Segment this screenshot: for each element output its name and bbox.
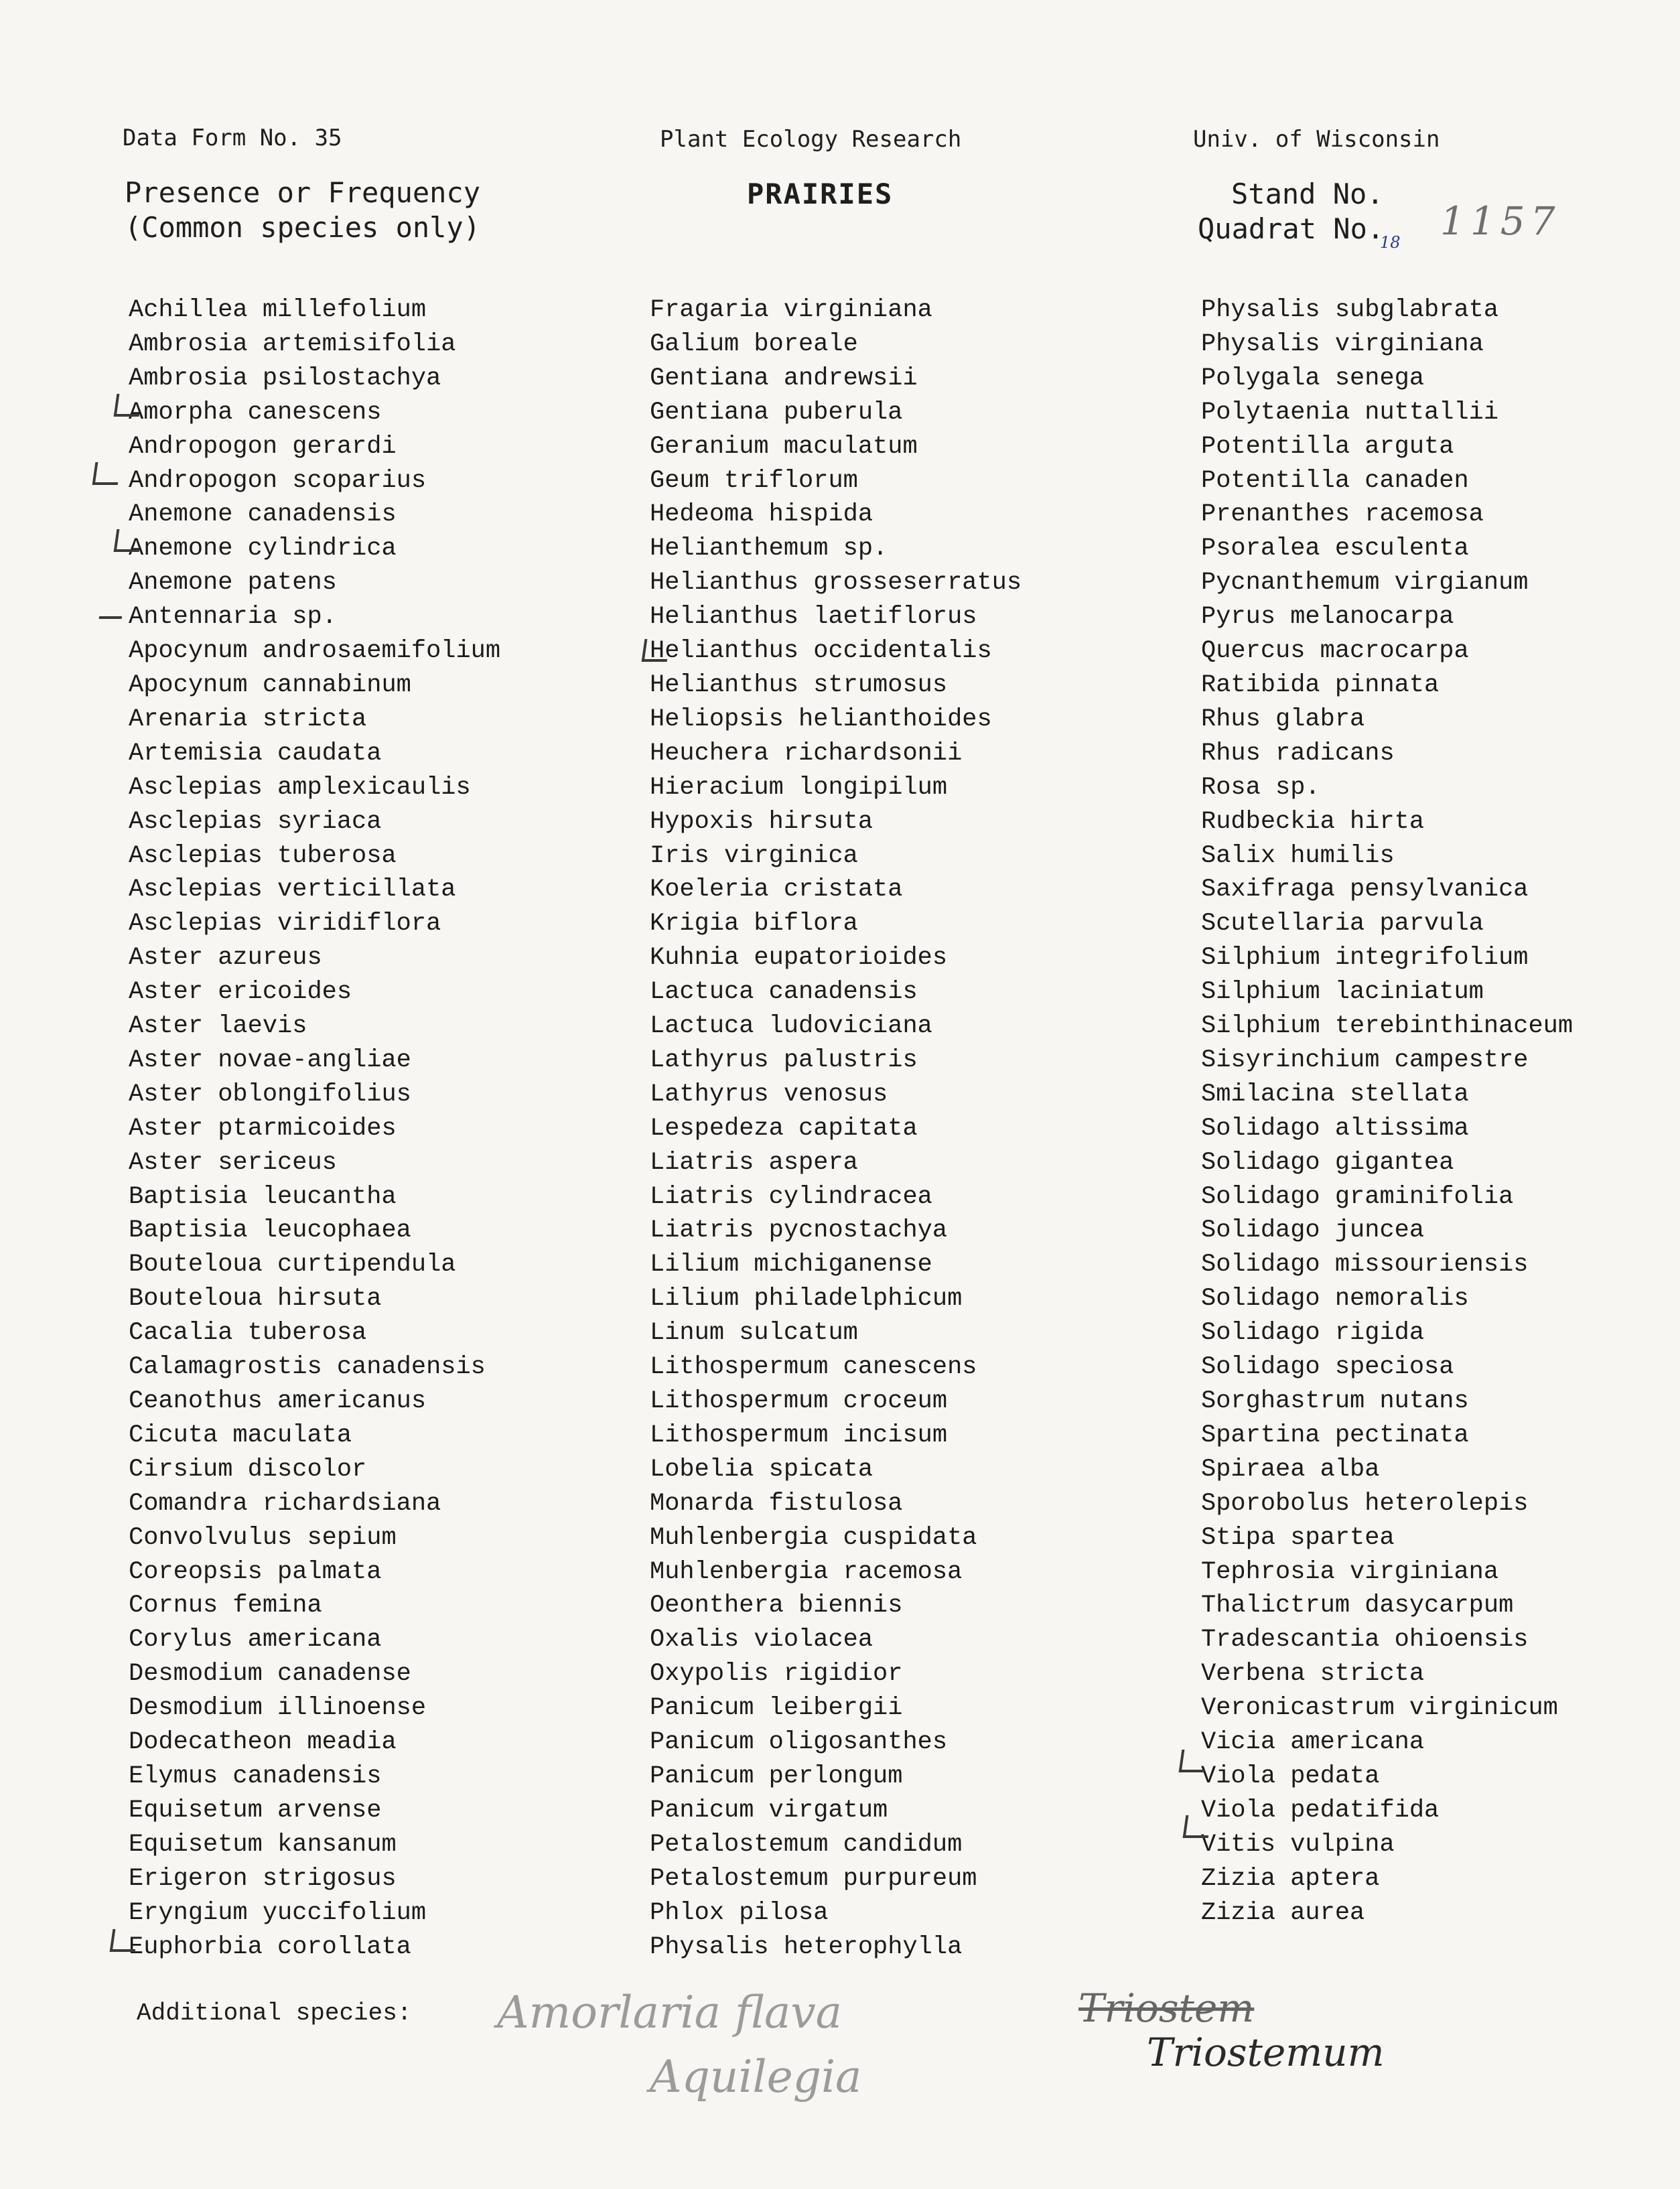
check-mark-helianthus-occidentalis [642, 639, 671, 662]
species-name: Prenanthes racemosa [1201, 500, 1484, 529]
species-name: Aster ericoides [129, 978, 352, 1007]
species-name: Ambrosia artemisifolia [129, 330, 456, 358]
species-name: Desmodium illinoense [129, 1694, 427, 1723]
species-name: Spiraea alba [1201, 1455, 1380, 1484]
species-name: Koeleria cristata [650, 875, 903, 904]
species-name: Oeonthera biennis [650, 1592, 903, 1620]
species-name: Vicia americana [1201, 1728, 1425, 1757]
species-name: Asclepias viridiflora [129, 910, 441, 938]
species-name: Physalis virginiana [1201, 330, 1484, 358]
species-name: Coreopsis palmata [129, 1557, 382, 1586]
species-name: Heuchera richardsonii [650, 739, 963, 768]
species-name: Aster laevis [129, 1012, 307, 1041]
species-name: Erigeron strigosus [129, 1864, 397, 1893]
species-name: Aster ptarmicoides [129, 1114, 397, 1143]
species-name: Liatris aspera [650, 1148, 858, 1177]
species-name: Corylus americana [129, 1626, 382, 1654]
species-name: Lobelia spicata [650, 1455, 873, 1484]
additional-species-entry-4: Triostemum [1147, 2030, 1385, 2075]
species-name: Tephrosia virginiana [1201, 1557, 1499, 1586]
quadrat-label: Quadrat No. [1198, 212, 1385, 245]
measure-type-line2: (Common species only) [125, 211, 481, 244]
species-name: Apocynum cannabinum [129, 670, 411, 699]
species-name: Panicum virgatum [650, 1796, 888, 1825]
species-name: Viola pedata [1201, 1762, 1380, 1790]
species-name: Monarda fistulosa [650, 1489, 903, 1518]
species-name: Lathyrus palustris [650, 1046, 918, 1074]
species-name: Panicum oligosanthes [650, 1728, 948, 1757]
community-title: PRAIRIES [747, 178, 894, 210]
check-mark-euphorbia [110, 1929, 139, 1952]
species-name: Helianthus grosseserratus [650, 569, 1022, 597]
species-name: Lathyrus venosus [650, 1080, 888, 1109]
species-name: Salix humilis [1201, 841, 1395, 870]
species-name: Krigia biflora [650, 910, 858, 938]
species-name: Lithospermum canescens [650, 1353, 977, 1382]
species-name: Hieracium longipilum [650, 773, 948, 802]
check-mark-viola-pedata [1179, 1750, 1208, 1772]
species-name: Panicum leibergii [650, 1694, 903, 1723]
additional-species-label: Additional species: [137, 1999, 412, 2027]
species-name: Veronicastrum virginicum [1201, 1694, 1558, 1723]
species-name: Petalostemum purpureum [650, 1864, 977, 1893]
species-name: Lespedeza capitata [650, 1114, 918, 1143]
species-name: Solidago graminifolia [1201, 1182, 1514, 1211]
species-name: Artemisia caudata [129, 739, 382, 768]
species-name: Oxalis violacea [650, 1626, 873, 1654]
species-name: Phlox pilosa [650, 1898, 829, 1927]
species-name: Silphium terebinthinaceum [1201, 1012, 1573, 1041]
species-name: Lilium philadelphicum [650, 1285, 963, 1314]
species-name: Convolvulus sepium [129, 1523, 397, 1552]
additional-species-entry-1: Amorlaria flava [497, 1987, 842, 2038]
species-name: Iris virginica [650, 841, 858, 870]
species-name: Amorpha canescens [129, 398, 382, 427]
species-name: Fragaria virginiana [650, 296, 932, 324]
species-name: Asclepias amplexicaulis [129, 773, 471, 802]
species-column-3 [1201, 293, 1573, 1930]
species-name: Helianthus occidentalis [650, 637, 992, 666]
species-column-1 [129, 293, 500, 1964]
species-name: Sorghastrum nutans [1201, 1387, 1469, 1415]
species-name: Aster novae-angliae [129, 1046, 411, 1074]
species-name: Apocynum androsaemifolium [129, 637, 501, 666]
species-name: Sporobolus heterolepis [1201, 1489, 1529, 1518]
species-name: Lactuca canadensis [650, 978, 918, 1007]
species-name: Helianthus strumosus [650, 670, 948, 699]
species-name: Saxifraga pensylvanica [1201, 875, 1529, 904]
species-name: Lactuca ludoviciana [650, 1012, 932, 1041]
species-name: Polygala senega [1201, 364, 1425, 393]
species-name: Cacalia tuberosa [129, 1319, 367, 1348]
species-name: Cornus femina [129, 1592, 322, 1620]
species-name: Liatris cylindracea [650, 1182, 932, 1211]
species-name: Baptisia leucantha [129, 1182, 397, 1211]
species-name: Baptisia leucophaea [129, 1216, 411, 1245]
species-name: Liatris pycnostachya [650, 1216, 948, 1245]
species-name: Vitis vulpina [1201, 1830, 1395, 1859]
university-name: Univ. of Wisconsin [1193, 126, 1440, 153]
species-name: Desmodium canadense [129, 1660, 411, 1689]
species-name: Sisyrinchium campestre [1201, 1046, 1529, 1074]
species-name: Anemone canadensis [129, 500, 397, 529]
measure-type-line1: Presence or Frequency [125, 176, 481, 209]
species-name: Lithospermum incisum [650, 1421, 948, 1450]
species-name: Antennaria sp. [129, 603, 337, 632]
species-name: Geranium maculatum [650, 432, 918, 461]
species-name: Arenaria stricta [129, 705, 367, 733]
species-name: Lilium michiganense [650, 1251, 932, 1279]
species-name: Kuhnia eupatorioides [650, 944, 948, 973]
species-name: Ratibida pinnata [1201, 670, 1440, 699]
research-title: Plant Ecology Research [660, 126, 962, 153]
species-name: Solidago rigida [1201, 1319, 1425, 1348]
species-name: Aster sericeus [129, 1148, 337, 1177]
species-name: Dodecatheon meadia [129, 1728, 397, 1757]
species-name: Solidago speciosa [1201, 1353, 1454, 1382]
species-name: Solidago juncea [1201, 1216, 1425, 1245]
species-name: Solidago altissima [1201, 1114, 1469, 1143]
species-column-2 [650, 293, 1022, 1964]
species-name: Linum sulcatum [650, 1319, 858, 1348]
species-name: Petalostemum candidum [650, 1830, 963, 1859]
species-name: Zizia aptera [1201, 1864, 1380, 1893]
species-name: Solidago gigantea [1201, 1148, 1454, 1177]
species-name: Physalis heterophylla [650, 1932, 963, 1961]
species-name: Tradescantia ohioensis [1201, 1626, 1529, 1654]
species-name: Andropogon gerardi [129, 432, 397, 461]
species-name: Achillea millefolium [129, 296, 427, 324]
species-name: Pycnanthemum virgianum [1201, 569, 1529, 597]
species-name: Oxypolis rigidior [650, 1660, 903, 1689]
species-name: Cicuta maculata [129, 1421, 352, 1450]
species-name: Silphium integrifolium [1201, 944, 1529, 973]
species-name: Solidago nemoralis [1201, 1285, 1469, 1314]
species-name: Hypoxis hirsuta [650, 807, 873, 836]
check-mark-vitis-vulpina [1183, 1815, 1212, 1838]
species-name: Physalis subglabrata [1201, 296, 1499, 324]
species-name: Galium boreale [650, 330, 858, 358]
species-name: Rhus radicans [1201, 739, 1395, 768]
species-name: Silphium laciniatum [1201, 978, 1484, 1007]
species-name: Aster azureus [129, 944, 322, 973]
species-name: Asclepias verticillata [129, 875, 456, 904]
form-number: Data Form No. 35 [123, 125, 342, 151]
species-name: Equisetum arvense [129, 1796, 382, 1825]
species-name: Rosa sp. [1201, 773, 1320, 802]
species-name: Scutellaria parvula [1201, 910, 1484, 938]
species-name: Eryngium yuccifolium [129, 1898, 427, 1927]
species-name: Gentiana andrewsii [650, 364, 918, 393]
species-name: Andropogon scoparius [129, 466, 427, 495]
species-name: Rhus glabra [1201, 705, 1365, 733]
species-name: Anemone patens [129, 569, 337, 597]
species-name: Psoralea esculenta [1201, 535, 1469, 563]
species-name: Hedeoma hispida [650, 500, 873, 529]
species-name: Aster oblongifolius [129, 1080, 411, 1109]
additional-species-entry-3-struck: Triostem [1078, 1985, 1255, 2031]
species-name: Pyrus melanocarpa [1201, 603, 1454, 632]
species-name: Heliopsis helianthoides [650, 705, 992, 733]
check-mark-antennaria [99, 596, 125, 619]
species-name: Rudbeckia hirta [1201, 807, 1425, 836]
check-mark-anemone-cylindrica [114, 529, 143, 552]
species-name: Euphorbia corollata [129, 1932, 411, 1961]
species-name: Zizia aurea [1201, 1898, 1365, 1927]
species-name: Muhlenbergia cuspidata [650, 1523, 977, 1552]
species-name: Lithospermum croceum [650, 1387, 948, 1415]
species-name: Bouteloua hirsuta [129, 1285, 382, 1314]
species-name: Comandra richardsiana [129, 1489, 441, 1518]
species-name: Thalictrum dasycarpum [1201, 1592, 1514, 1620]
species-name: Elymus canadensis [129, 1762, 382, 1790]
species-name: Anemone cylindrica [129, 535, 397, 563]
species-name: Ceanothus americanus [129, 1387, 427, 1415]
species-name: Panicum perlongum [650, 1762, 903, 1790]
species-name: Spartina pectinata [1201, 1421, 1469, 1450]
species-name: Helianthus laetiflorus [650, 603, 977, 632]
species-name: Viola pedatifida [1201, 1796, 1440, 1825]
species-name: Bouteloua curtipendula [129, 1251, 456, 1279]
species-name: Verbena stricta [1201, 1660, 1425, 1689]
stand-label: Stand No. [1231, 178, 1384, 210]
species-name: Calamagrostis canadensis [129, 1353, 486, 1382]
species-name: Cirsium discolor [129, 1455, 367, 1484]
check-mark-amorpha [114, 394, 143, 417]
species-name: Smilacina stellata [1201, 1080, 1469, 1109]
stand-number-value: 1157 [1440, 198, 1561, 244]
species-name: Quercus macrocarpa [1201, 637, 1469, 666]
species-name: Asclepias tuberosa [129, 841, 397, 870]
species-name: Solidago missouriensis [1201, 1251, 1529, 1279]
additional-species-entry-2: Aquilegia [650, 2051, 862, 2103]
species-name: Polytaenia nuttallii [1201, 398, 1499, 427]
species-name: Stipa spartea [1201, 1523, 1395, 1552]
species-name: Geum triflorum [650, 466, 858, 495]
species-name: Asclepias syriaca [129, 807, 382, 836]
species-name: Potentilla arguta [1201, 432, 1454, 461]
species-name: Equisetum kansanum [129, 1830, 397, 1859]
species-name: Gentiana puberula [650, 398, 903, 427]
species-name: Ambrosia psilostachya [129, 364, 441, 393]
species-name: Muhlenbergia racemosa [650, 1557, 963, 1586]
species-name: Helianthemum sp. [650, 535, 888, 563]
quadrat-mark: 18 [1380, 233, 1401, 252]
check-mark-andropogon-scoparius [92, 462, 121, 485]
species-name: Potentilla canaden [1201, 466, 1469, 495]
